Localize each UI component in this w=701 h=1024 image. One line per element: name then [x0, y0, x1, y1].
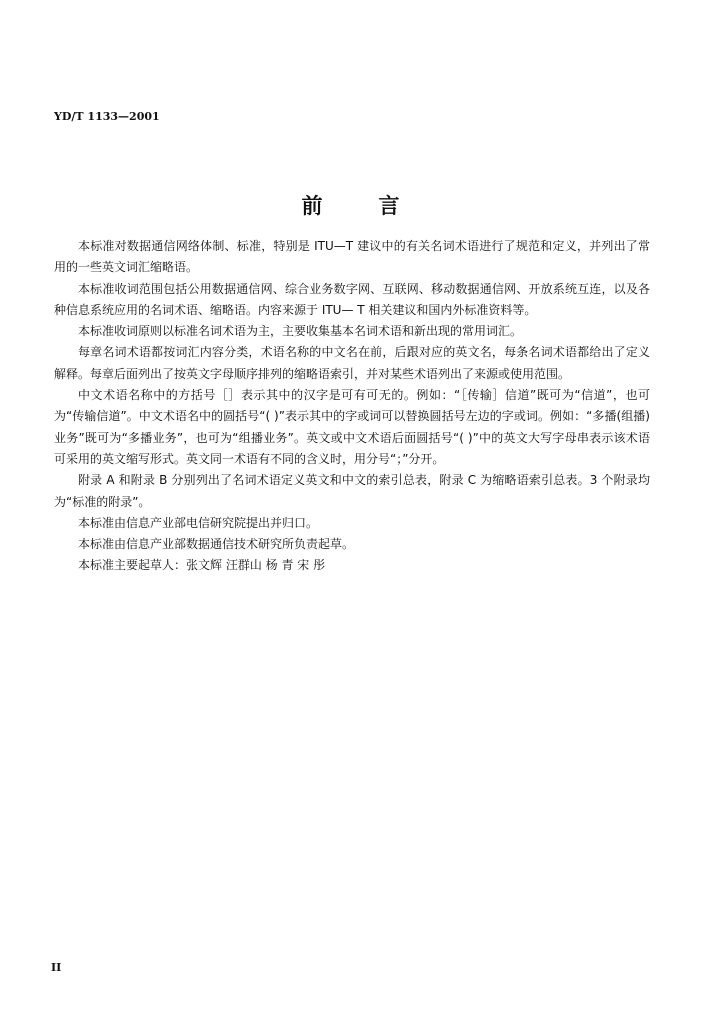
paragraph-notation: 中文术语名称中的方括号［］表示其中的汉字是可有可无的。例如：“［传输］信道”既可为“信道”，也可为“传输信道”。中文术语名中的圆括号“( )”表示其中的字或词可以替换圆括号左边的字或词。例如：“多播(组播)业务”既可为“多播业务”，也可为“组播业务”。英文或中文术语后面圆括号“( )”中的英文大写字母串表示该术语可采用的英文缩写形式。英文同一术语有不同的含义时，用分号“；”分开。 — [54, 388, 650, 466]
paragraph-proposer: 本标准由信息产业部电信研究院提出并归口。 — [78, 515, 319, 530]
paragraph-drafter-org: 本标准由信息产业部数据通信技术研究所负责起草。 — [78, 537, 355, 552]
paragraph-drafters: 本标准主要起草人：张文辉 汪群山 杨 青 宋 彤 — [78, 558, 326, 573]
preface-body — [54, 236, 650, 577]
paragraph-principle: 本标准收词原则以标准名词术语为主，主要收集基本名词术语和新出现的常用词汇。 — [78, 324, 523, 339]
paragraph-coverage: 本标准收词范围包括公用数据通信网、综合业务数字网、互联网、移动数据通信网、开放系统互连，以及各种信息系统应用的名词术语、缩略语。内容来源于 ITU— T 相关建议和国内外标准资料等。 — [54, 281, 650, 317]
page-number: II — [51, 961, 62, 974]
page-title — [0, 190, 701, 220]
title-char-2: 言 — [378, 194, 400, 218]
title-char-1: 前 — [301, 194, 323, 218]
standard-code: YD/T 1133—2001 — [54, 110, 160, 123]
paragraph-organization: 每章名词术语都按词汇内容分类，术语名称的中文名在前，后跟对应的英文名，每条名词术语都给出了定义解释。每章后面列出了按英文字母顺序排列的缩略语索引，并对某些术语列出了来源或使用范围。 — [54, 345, 650, 381]
paragraph-scope-intro: 本标准对数据通信网络体制、标准，特别是 ITU—T 建议中的有关名词术语进行了规范和定义，并列出了常用的一些英文词汇缩略语。 — [54, 239, 650, 275]
paragraph-appendices: 附录 A 和附录 B 分别列出了名词术语定义英文和中文的索引总表，附录 C 为缩略语索引总表。3 个附录均为“标准的附录”。 — [54, 473, 650, 509]
